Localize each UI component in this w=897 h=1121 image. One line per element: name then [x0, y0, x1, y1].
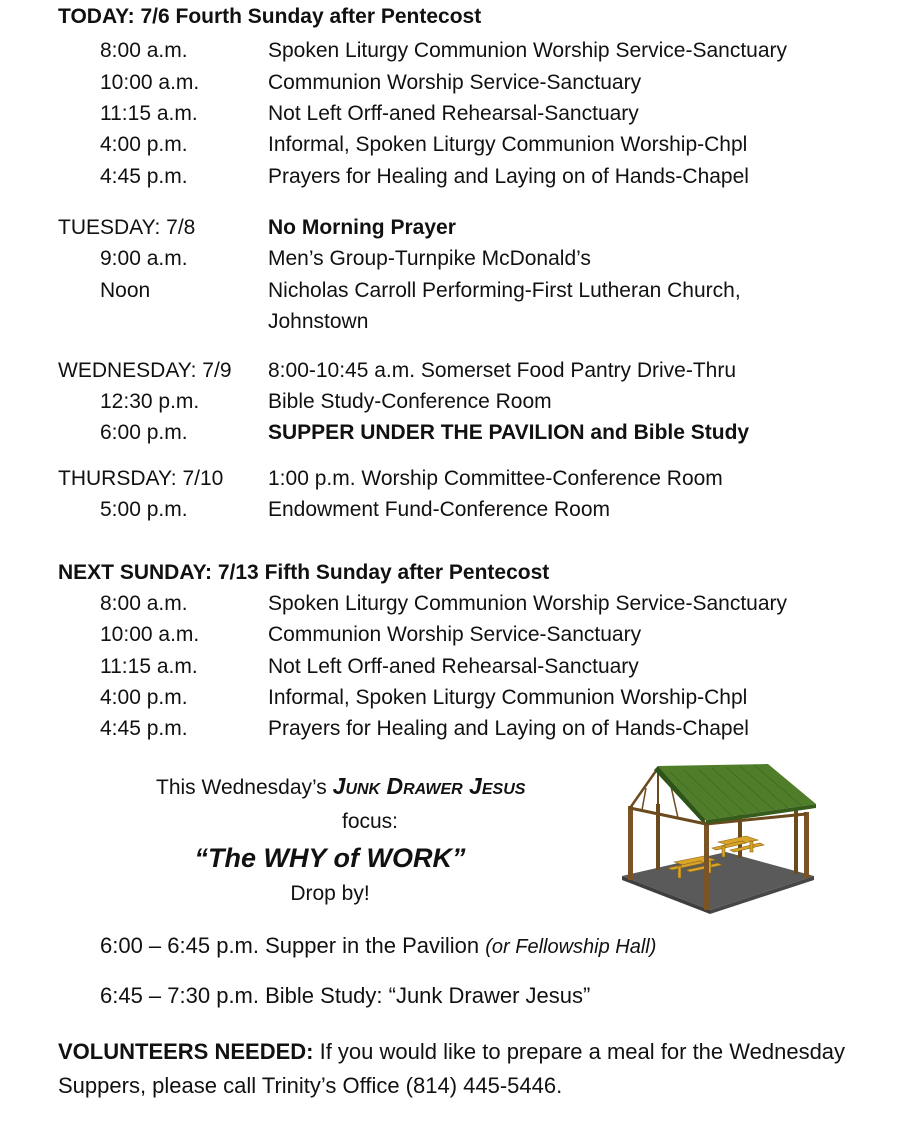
event-description: Communion Worship Service-Sanctuary: [268, 71, 642, 94]
event-description: Not Left Orff-aned Rehearsal-Sanctuary: [268, 102, 639, 125]
event-description: Spoken Liturgy Communion Worship Service-Sanctuary: [268, 39, 788, 62]
event-description: SUPPER UNDER THE PAVILION and Bible Study: [268, 421, 750, 444]
event-time: 4:45 p.m.: [100, 165, 188, 188]
event-time: 8:00 a.m.: [100, 39, 188, 62]
event-time: 11:15 a.m.: [100, 655, 198, 678]
event-description: Not Left Orff-aned Rehearsal-Sanctuary: [268, 655, 639, 678]
event-description: No Morning Prayer: [268, 216, 456, 239]
event-description: Bible Study-Conference Room: [268, 390, 552, 413]
event-time: 12:30 p.m.: [100, 390, 200, 413]
event-time: 8:00 a.m.: [100, 592, 188, 615]
today-header: TODAY: 7/6 Fourth Sunday after Pentecost: [58, 5, 482, 28]
event-time: 10:00 a.m.: [100, 71, 200, 94]
volunteers-notice: [58, 1035, 848, 1103]
event-time: 4:00 p.m.: [100, 133, 188, 156]
event-description: Prayers for Healing and Laying on of Hands-Chapel: [268, 717, 749, 740]
event-time: 4:45 p.m.: [100, 717, 188, 740]
event-description-continued: Johnstown: [268, 310, 369, 333]
promo-topic: “The WHY of WORK”: [194, 843, 466, 873]
volunteers-text: If you would like to prepare a meal for the Wednesday Suppers, please call Trinity’s Office (814) 445-5446.: [58, 1039, 846, 1098]
event-time: 5:00 p.m.: [100, 498, 188, 521]
promo-drop-by: Drop by!: [290, 882, 370, 905]
schedule-text: 6:45 – 7:30 p.m. Bible Study: “Junk Drawer Jesus”: [100, 983, 591, 1008]
volunteers-label: VOLUNTEERS NEEDED:: [58, 1039, 314, 1064]
promo-intro: This Wednesday’s: [156, 776, 333, 799]
promo-intro-line: [156, 773, 525, 801]
event-time: Noon: [100, 279, 151, 302]
event-description: Spoken Liturgy Communion Worship Service-Sanctuary: [268, 592, 788, 615]
day-label: WEDNESDAY: 7/9: [58, 359, 232, 382]
event-description: Informal, Spoken Liturgy Communion Worship-Chpl: [268, 686, 748, 709]
event-description: Men’s Group-Turnpike McDonald’s: [268, 247, 591, 270]
event-time: 4:00 p.m.: [100, 686, 188, 709]
schedule-text: 6:00 – 6:45 p.m. Supper in the Pavilion: [100, 933, 486, 958]
day-label: THURSDAY: 7/10: [58, 467, 224, 490]
event-time: 10:00 a.m.: [100, 623, 200, 646]
pavilion-illustration: [618, 764, 818, 914]
event-description: Nicholas Carroll Performing-First Lutheran Church,: [268, 279, 741, 302]
event-time: 6:00 p.m.: [100, 421, 188, 444]
schedule-line: [100, 983, 590, 1009]
event-time: 11:15 a.m.: [100, 102, 198, 125]
schedule-line: [100, 933, 656, 959]
event-description: Informal, Spoken Liturgy Communion Worship-Chpl: [268, 133, 748, 156]
event-description: Prayers for Healing and Laying on of Hands-Chapel: [268, 165, 749, 188]
event-description: Communion Worship Service-Sanctuary: [268, 623, 642, 646]
event-description: 1:00 p.m. Worship Committee-Conference Room: [268, 467, 723, 490]
series-title: Junk Drawer Jesus: [332, 773, 526, 799]
next-sunday-header: NEXT SUNDAY: 7/13 Fifth Sunday after Pentecost: [58, 561, 550, 584]
promo-focus: focus:: [341, 810, 399, 833]
day-label: TUESDAY: 7/8: [58, 216, 196, 239]
event-description: 8:00-10:45 a.m. Somerset Food Pantry Drive-Thru: [268, 359, 737, 382]
event-time: 9:00 a.m.: [100, 247, 188, 270]
schedule-note: (or Fellowship Hall): [485, 936, 657, 958]
event-description: Endowment Fund-Conference Room: [268, 498, 611, 521]
